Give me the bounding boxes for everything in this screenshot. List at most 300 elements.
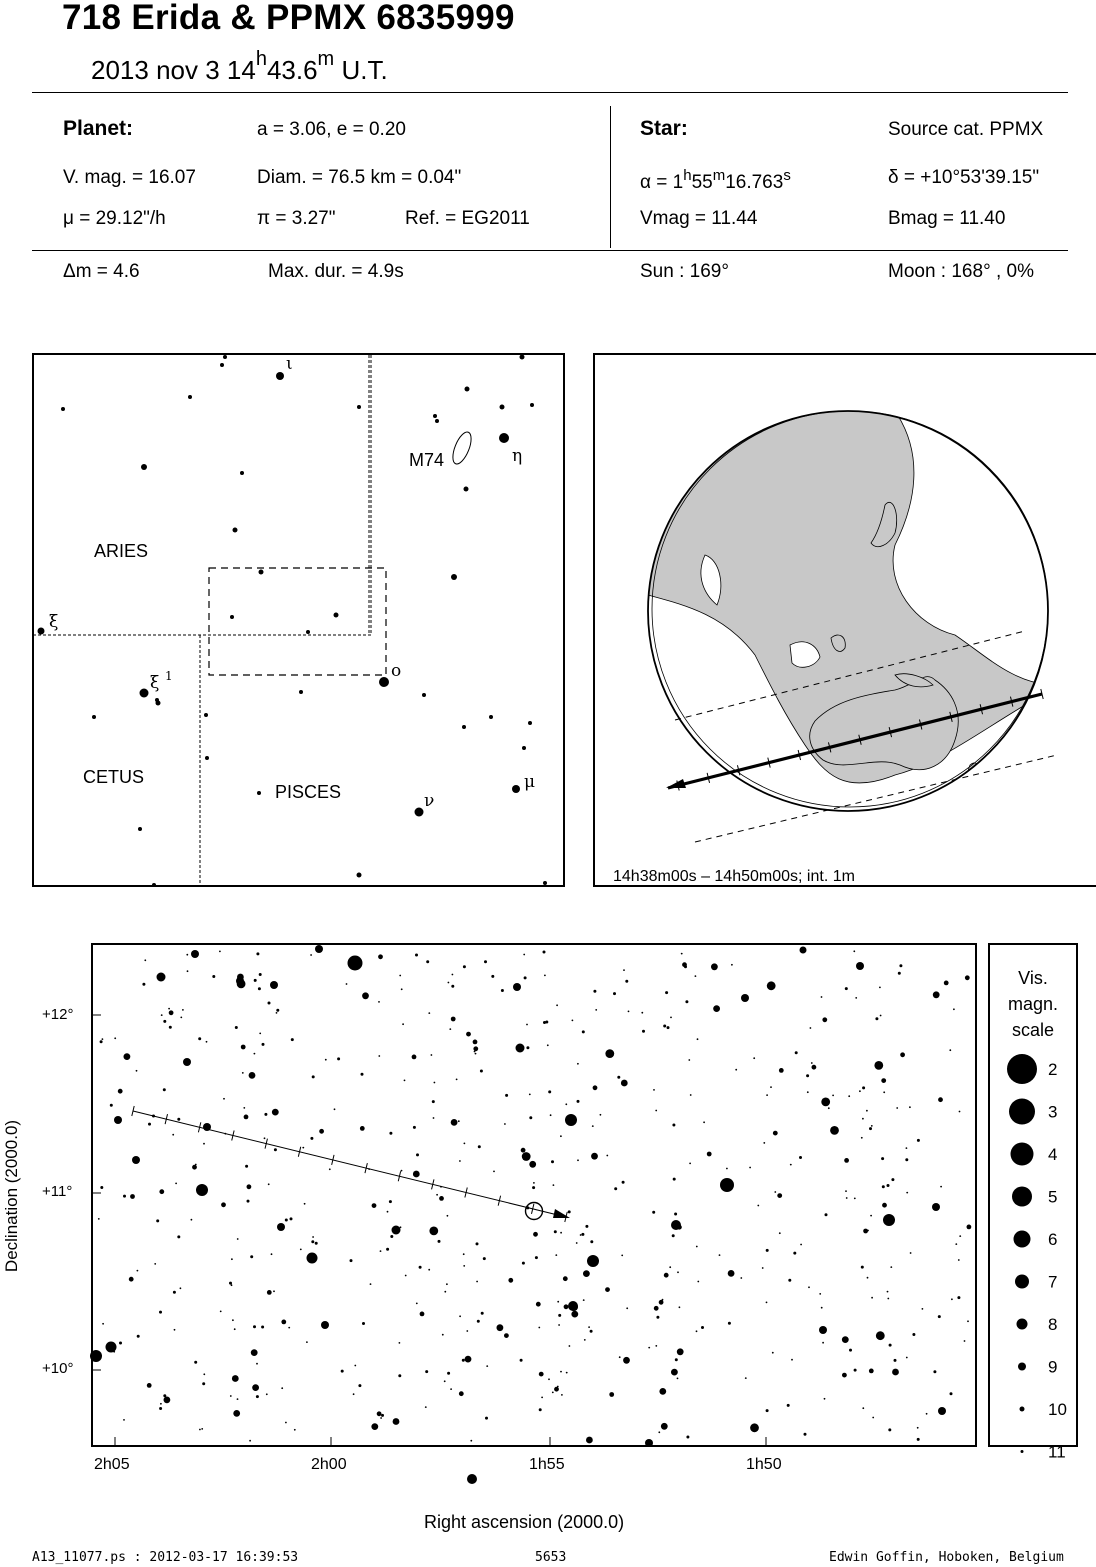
chart-star [554,1387,559,1392]
bright-star [270,981,278,989]
chart-star [159,1311,162,1314]
chart-star [777,1193,782,1198]
chart-star [191,1219,193,1221]
chart-star [822,1342,824,1344]
bright-star [467,1474,477,1484]
chart-star [123,1419,125,1421]
chart-star [523,954,525,956]
boundary-aries [34,355,371,635]
chart-star [401,988,403,990]
chart-star [609,1392,614,1397]
chart-star [442,1334,444,1336]
finder-star [140,689,149,698]
chart-star [451,985,454,988]
chart-star [606,1155,608,1157]
chart-star [251,1349,258,1356]
chart-star [791,1359,793,1361]
chart-star [476,1281,478,1283]
chart-star [413,1126,416,1129]
label-nu: ν [424,791,435,811]
chart-star [123,1195,126,1198]
chart-star [558,1324,560,1326]
chart-star [223,1098,225,1100]
chart-star [669,1266,671,1268]
chart-star [795,1051,798,1054]
chart-star [890,1266,892,1268]
chart-star [862,1407,864,1409]
chart-star [306,1341,308,1343]
chart-star [180,1017,182,1019]
chart-star [508,1278,513,1283]
chart-star [358,1384,361,1387]
field-of-view-box [209,568,386,675]
chart-star [674,1213,677,1216]
chart-star [959,1111,961,1113]
chart-star [766,1094,768,1096]
chart-star [757,1205,759,1207]
chart-star [526,1046,529,1049]
chart-star [319,1129,324,1134]
magnitude-drop: Δm = 4.6 [63,261,140,282]
chart-star [221,1202,226,1207]
chart-star [402,1023,404,1025]
chart-star [419,1266,422,1269]
label-xi-1: ξ [150,673,160,693]
finder-star [334,613,339,618]
chart-star [432,1100,435,1103]
legend-label-mag-6: 6 [1048,1230,1058,1249]
legend-symbol-mag-11 [1021,1450,1024,1453]
xtick-label-1h50: 1h50 [746,1456,782,1473]
chart-star [595,1009,597,1011]
chart-star [933,1370,936,1373]
chart-star [740,1277,742,1279]
legend-symbol-mag-2 [1007,1054,1037,1084]
chart-star [380,1250,382,1252]
legend-symbol-mag-5 [1012,1187,1032,1207]
chart-star [583,1270,590,1277]
chart-star [688,1059,690,1061]
chart-star [905,1158,908,1161]
chart-star [766,1409,769,1412]
chart-star [300,1249,302,1251]
chart-star [147,1383,152,1388]
chart-star [281,1387,283,1389]
chart-star [550,1114,552,1116]
label-eta: η [512,446,523,466]
chart-star [177,1235,180,1238]
chart-star [325,1059,327,1061]
asteroid-track-arrow [553,1209,570,1218]
chart-star [294,1429,296,1431]
chart-star [452,974,454,976]
chart-star [569,1345,571,1347]
chart-star [329,1168,331,1170]
chart-star [667,1026,670,1029]
star-heading: Star: [640,117,688,140]
chart-star [529,1116,532,1119]
chart-star [456,1079,458,1081]
chart-star [883,1091,885,1093]
constellation-pisces: PISCES [275,782,342,802]
chart-star [762,1267,764,1269]
legend-symbols [990,945,1076,1462]
chart-star [565,1103,567,1105]
finder-star [530,403,534,407]
chart-star [187,970,189,972]
chart-star [220,1311,222,1313]
chart-star [955,1243,957,1245]
xtick-label-2h00: 2h00 [311,1456,347,1473]
finder-star [188,395,192,399]
chart-star [486,1365,488,1367]
finder-star [205,756,209,760]
chart-star [582,1030,585,1033]
chart-star [642,1030,645,1033]
chart-star [912,1333,915,1336]
chart-star [249,1440,251,1442]
chart-star [882,1203,887,1208]
chart-star [431,1054,433,1056]
chart-star [144,959,146,961]
chart-star [876,1331,885,1340]
chart-star [539,1372,544,1377]
chart-star [130,1194,135,1199]
chart-star [378,1055,380,1057]
chart-star [653,1089,655,1091]
chart-star [463,1265,465,1267]
chart-star [623,1357,630,1364]
chart-star [259,973,262,976]
finder-star [512,785,520,793]
chart-star [377,1411,382,1416]
chart-star [892,1369,899,1376]
chart-star [967,1225,972,1230]
chart-star [773,1131,778,1136]
chart-star [334,1108,336,1110]
footer-number: 5653 [535,1550,567,1565]
chart-star [557,1301,559,1303]
chart-star [245,1165,248,1168]
chart-star [600,1114,602,1116]
chart-star [476,1242,479,1245]
finder-star [38,628,45,635]
chart-star [696,1330,698,1332]
chart-star [493,1171,495,1173]
legend-symbol-mag-4 [1011,1143,1034,1166]
chart-star [436,1194,438,1196]
chart-star [951,1298,953,1300]
legend-symbol-mag-3 [1009,1099,1035,1125]
chart-star [896,1107,898,1109]
chart-star [252,1384,259,1391]
chart-star [415,954,418,957]
planet-diameter: Diam. = 76.5 km = 0.04" [257,167,462,188]
chart-star [449,1028,451,1030]
chart-star [965,975,970,980]
chart-star [444,1291,446,1293]
chart-star [267,1290,272,1295]
chart-star [401,1170,403,1172]
chart-star [696,1246,698,1248]
chart-star [861,1137,863,1139]
chart-star [842,1336,849,1343]
chart-star [470,1440,472,1442]
chart-star [950,1392,953,1395]
chart-star [264,1113,267,1116]
chart-star [254,979,257,982]
bright-star [587,1255,599,1267]
chart-star [655,1345,657,1347]
bright-star [516,1044,525,1053]
chart-star [855,997,857,999]
chart-star [473,1040,478,1045]
chart-star [967,1320,969,1322]
chart-star [428,1012,430,1014]
star-declination: δ = +10°53'39.15" [888,167,1040,188]
chart-star [475,1053,477,1055]
chart-star [484,960,487,963]
chart-star [429,1227,438,1236]
chart-star [654,1306,659,1311]
chart-star [522,1262,525,1265]
chart-star [661,1423,668,1430]
chart-star [522,1152,531,1161]
chart-star [605,1287,610,1292]
chart-star [378,1001,380,1003]
chart-star [242,1072,244,1074]
chart-star [302,1147,304,1149]
chart-star [362,1322,365,1325]
chart-star [416,1303,418,1305]
bright-star [856,962,864,970]
central-path-arrow [666,779,686,788]
chart-star [677,1271,679,1273]
chart-star [501,989,504,992]
chart-star [735,1069,737,1071]
chart-star [386,1248,389,1251]
chart-star [463,965,466,968]
chart-star [288,1327,290,1329]
finder-star [357,873,362,878]
chart-star [230,1395,232,1397]
footer-author: Edwin Goffin, Hoboken, Belgium [829,1550,1064,1565]
chart-star [428,1269,430,1271]
finder-star [500,405,505,410]
chart-star [799,1156,802,1159]
chart-star [172,1134,174,1136]
finder-star [240,471,244,475]
chart-star [807,1091,809,1093]
bright-star [513,983,521,991]
chart-star [161,1014,163,1016]
chart-star [315,1242,318,1245]
chart-star [572,1020,574,1022]
chart-star [203,1143,205,1145]
chart-star [399,975,401,977]
chart-star [156,1219,159,1222]
finder-star [451,574,457,580]
chart-star [271,1253,273,1255]
chart-star [568,1210,571,1213]
bright-star [114,1116,122,1124]
chart-star [889,1344,892,1347]
chart-star [821,996,823,998]
chart-star [563,1276,568,1281]
bright-star [348,956,363,971]
event-title: 718 Erida & PPMX 6835999 [62,0,515,37]
chart-star [909,1106,911,1108]
chart-star [613,992,616,995]
chart-star [478,1145,481,1148]
chart-star [533,1232,538,1237]
chart-star [312,1075,315,1078]
chart-star [623,969,625,971]
chart-star [844,1158,849,1163]
legend-label-mag-8: 8 [1048,1315,1058,1334]
finder-star [61,407,65,411]
chart-star [361,1073,364,1076]
chart-star [898,972,901,975]
chart-star [655,1110,657,1112]
planet-parallax: π = 3.27" [257,208,336,229]
bright-star [570,1303,578,1311]
chart-star [926,1413,928,1415]
chart-star [164,1397,171,1404]
label-omicron: ο [391,661,402,681]
chart-star [719,1254,721,1256]
chart-star [547,1044,549,1046]
chart-star [766,1302,768,1304]
chart-star [779,1232,781,1234]
chart-star [871,1125,873,1127]
chart-star [849,1349,852,1352]
chart-star [259,1033,261,1035]
chart-star [887,1298,889,1300]
chart-star [728,1270,735,1277]
chart-star [548,1090,551,1093]
chart-star [854,1369,857,1372]
chart-star [580,1234,582,1236]
chart-star [665,991,668,994]
chart-star [625,980,628,983]
chart-star [285,1219,288,1222]
chart-star [337,1057,340,1060]
chart-star [398,1374,401,1377]
chart-star [621,1255,623,1257]
chart-star [520,1359,523,1362]
xtick-label-2h05: 2h05 [94,1456,130,1473]
legend-label-mag-9: 9 [1048,1357,1058,1377]
chart-star [186,954,188,956]
ytick-label-11: +11° [42,1183,73,1200]
chart-star [824,1398,826,1400]
chart-star [545,1021,548,1024]
finder-star [464,487,469,492]
star-chart-panel [91,943,977,1447]
chart-star [354,1365,356,1367]
chart-star [244,1115,249,1120]
moon-elongation: Moon : 168° , 0% [888,261,1034,282]
chart-star [541,1397,543,1399]
chart-star [272,1109,279,1116]
finder-star [528,721,532,725]
star-chart [93,945,975,1445]
finder-star [259,570,264,575]
chart-star [399,1342,401,1344]
chart-star [198,1037,201,1040]
chart-star [100,1040,103,1043]
chart-star [291,1038,294,1041]
chart-star [459,1160,461,1162]
chart-star [875,1017,878,1020]
chart-star [560,1232,562,1234]
chart-star [964,1340,966,1342]
chart-star [622,1181,625,1184]
planet-vmag: V. mag. = 16.07 [63,167,196,188]
finder-star [433,414,437,418]
chart-star [249,1072,256,1079]
chart-star [261,1326,264,1329]
bright-star [720,1178,734,1192]
chart-star [173,1291,176,1294]
finder-star [499,433,509,443]
chart-star [483,1257,486,1260]
chart-star [194,1361,197,1364]
chart-star [628,1011,630,1013]
chart-star [689,1163,691,1165]
chart-star [713,1005,720,1012]
chart-star [425,1370,428,1373]
chart-star [866,1110,868,1112]
chart-star [264,1137,266,1139]
chart-star [473,1046,478,1051]
chart-star [434,1082,436,1084]
planet-reference: Ref. = EG2011 [405,208,530,229]
chart-star [862,1086,865,1089]
bright-star [196,1184,208,1196]
chart-star [387,1211,389,1213]
chart-star [659,1388,666,1395]
legend-title-line-1: Vis. [1018,968,1048,988]
planet-orbit: a = 3.06, e = 0.20 [257,119,406,140]
label-iota: ι [286,354,293,374]
chart-star [825,1213,828,1216]
chart-star [753,1057,755,1059]
chart-star [867,1230,869,1232]
chart-star [100,1186,103,1189]
chart-star [726,1168,728,1170]
chart-star [894,1359,897,1362]
chart-star [672,1124,675,1127]
chart-star [304,1203,306,1205]
chart-star [235,1026,238,1029]
chart-star [268,1183,270,1185]
chart-star [102,1323,104,1325]
chart-star [169,1026,172,1029]
bright-star [565,1114,577,1126]
chart-star [505,1094,508,1097]
chart-star [526,1024,528,1026]
chart-star [944,981,949,986]
chart-star [459,1391,464,1396]
bright-star [277,1223,285,1231]
chart-star [553,1184,555,1186]
chart-star [590,1240,593,1243]
chart-star [465,1356,472,1363]
chart-star [584,1339,586,1341]
chart-star [346,983,348,985]
